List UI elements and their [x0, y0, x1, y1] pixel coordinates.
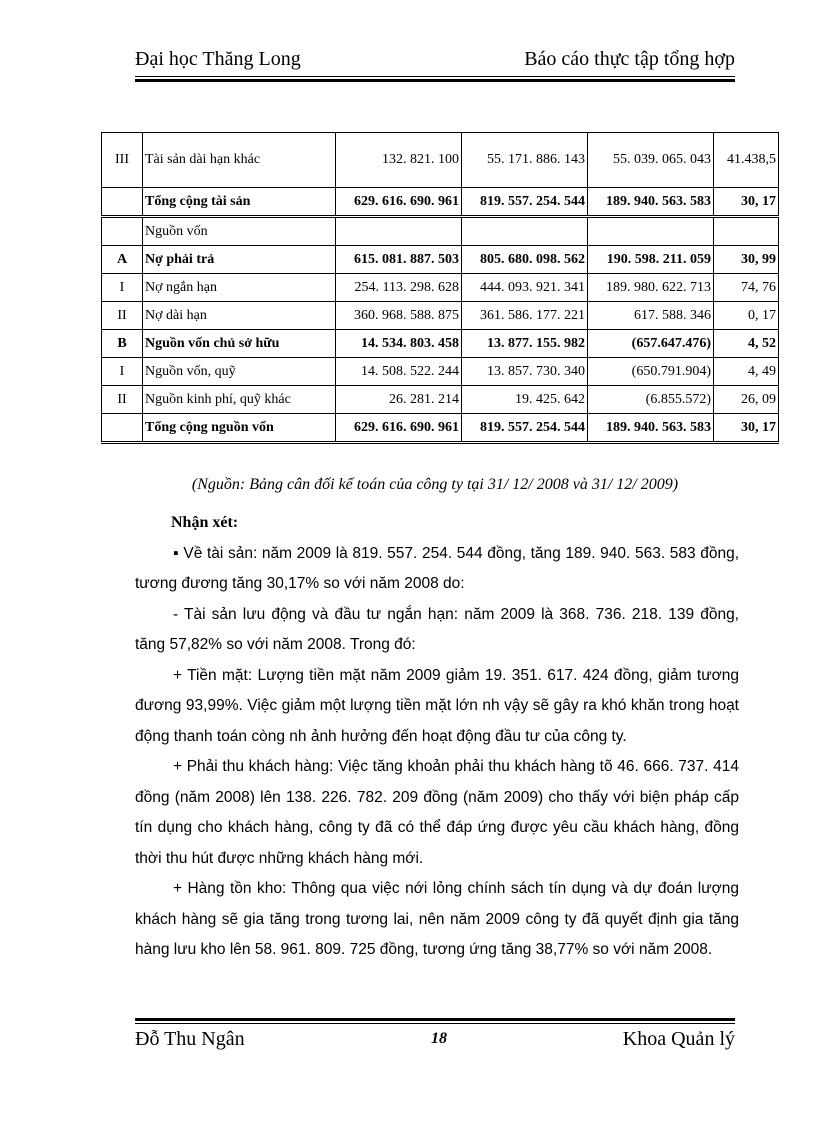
value-percent: 4, 49	[714, 358, 779, 386]
row-code: III	[102, 133, 143, 188]
value-2009: 19. 425. 642	[462, 386, 588, 414]
table-row	[102, 274, 779, 302]
value-2009: 819. 557. 254. 544	[462, 414, 588, 443]
value-2009: 444. 093. 921. 341	[462, 274, 588, 302]
value-2008: 14. 534. 803. 458	[336, 330, 462, 358]
value-percent: 74, 76	[714, 274, 779, 302]
value-2009: 13. 857. 730. 340	[462, 358, 588, 386]
table-row	[102, 188, 779, 217]
value-2008	[336, 217, 462, 246]
value-change: (6.855.572)	[588, 386, 714, 414]
value-2008: 615. 081. 887. 503	[336, 246, 462, 274]
value-change: 55. 039. 065. 043	[588, 133, 714, 188]
value-change: 190. 598. 211. 059	[588, 246, 714, 274]
value-2008: 629. 616. 690. 961	[336, 188, 462, 217]
row-code: I	[102, 358, 143, 386]
header-report-title: Báo cáo thực tập tổng hợp	[524, 48, 735, 70]
row-code: II	[102, 302, 143, 330]
table-row	[102, 330, 779, 358]
row-code: A	[102, 246, 143, 274]
value-change	[588, 217, 714, 246]
row-label: Nguồn vốn chủ sở hữu	[143, 330, 336, 358]
row-label: Nợ ngắn hạn	[143, 274, 336, 302]
value-2009: 13. 877. 155. 982	[462, 330, 588, 358]
table-row	[102, 217, 779, 246]
row-code: I	[102, 274, 143, 302]
value-percent: 30, 99	[714, 246, 779, 274]
value-2008: 132. 821. 100	[336, 133, 462, 188]
page-header	[135, 48, 735, 76]
table-row	[102, 358, 779, 386]
row-label: Nguồn vốn, quỹ	[143, 358, 336, 386]
value-2008: 14. 508. 522. 244	[336, 358, 462, 386]
commentary-heading: Nhận xét:	[171, 514, 239, 531]
value-percent: 4, 52	[714, 330, 779, 358]
balance-sheet-table	[101, 132, 779, 444]
table-row	[102, 414, 779, 443]
header-rule	[135, 76, 735, 82]
paragraph-current-assets: - Tài sản lưu động và đầu tư ngắn hạn: năm 2009 là 368. 736. 218. 139 đồng, tăng 57,82% so với năm 2008. Trong đó:	[135, 605, 739, 653]
row-label: Tổng cộng tài sản	[143, 188, 336, 217]
value-2009	[462, 217, 588, 246]
value-2009: 805. 680. 098. 562	[462, 246, 588, 274]
value-percent: 0, 17	[714, 302, 779, 330]
value-change: (650.791.904)	[588, 358, 714, 386]
row-label: Tài sản dài hạn khác	[143, 133, 336, 188]
footer-rule	[135, 1018, 735, 1024]
value-percent: 30, 17	[714, 414, 779, 443]
value-percent	[714, 217, 779, 246]
paragraph-assets: ▪ Về tài sản: năm 2009 là 819. 557. 254. 544 đồng, tăng 189. 940. 563. 583 đồng, tương đương tăng 30,17% so với năm 2008 do:	[135, 544, 739, 592]
footer-author: Đỗ Thu Ngân	[135, 1028, 245, 1050]
table-row	[102, 302, 779, 330]
value-change: 189. 940. 563. 583	[588, 414, 714, 443]
page-footer	[135, 1028, 735, 1054]
value-2009: 361. 586. 177. 221	[462, 302, 588, 330]
footer-faculty: Khoa Quản lý	[622, 1028, 735, 1050]
row-label: Nguồn kinh phí, quỹ khác	[143, 386, 336, 414]
row-code	[102, 217, 143, 246]
row-code: B	[102, 330, 143, 358]
value-change: 617. 588. 346	[588, 302, 714, 330]
value-change: 189. 980. 622. 713	[588, 274, 714, 302]
value-2008: 360. 968. 588. 875	[336, 302, 462, 330]
row-code	[102, 414, 143, 443]
row-label: Nguồn vốn	[143, 217, 336, 246]
row-code: II	[102, 386, 143, 414]
value-percent: 30, 17	[714, 188, 779, 217]
commentary	[135, 508, 739, 966]
paragraph-receivables: + Phải thu khách hàng: Việc tăng khoản phải thu khách hàng tõ 46. 666. 737. 414 đồng (năm 2008) lên 138. 226. 782. 209 đồng (năm 2009) cho thấy với biện pháp cấp tín dụng cho khách hàng, công ty đã có thể đáp ứng được yêu cầu khách hàng, đồng thời thu hút được những khách hàng mới.	[135, 758, 739, 867]
value-2008: 26. 281. 214	[336, 386, 462, 414]
value-change: 189. 940. 563. 583	[588, 188, 714, 217]
value-2008: 629. 616. 690. 961	[336, 414, 462, 443]
paragraph-inventory: + Hàng tồn kho: Thông qua việc nới lỏng chính sách tín dụng và dự đoán lượng khách hàng sẽ gia tăng trong tương lai, nên năm 2009 công ty đã quyết định gia tăng hàng lưu kho lên 58. 961. 809. 725 đồng, tương ứng tăng 38,77% so với năm 2008.	[135, 880, 739, 958]
row-label: Tổng cộng nguồn vốn	[143, 414, 336, 443]
value-2008: 254. 113. 298. 628	[336, 274, 462, 302]
table-row	[102, 386, 779, 414]
table-row	[102, 133, 779, 188]
value-percent: 41.438,5	[714, 133, 779, 188]
value-2009: 55. 171. 886. 143	[462, 133, 588, 188]
page-number: 18	[431, 1030, 447, 1047]
paragraph-cash: + Tiền mặt: Lượng tiền mặt năm 2009 giảm 19. 351. 617. 424 đồng, giảm tương đương 93,99%. Việc giảm một lượng tiền mặt lớn nh vậy sẽ gây ra khó khăn trong hoạt động thanh toán còng nh ảnh hưởng đến hoạt động đầu tư của công ty.	[135, 666, 739, 745]
row-label: Nợ dài hạn	[143, 302, 336, 330]
value-2009: 819. 557. 254. 544	[462, 188, 588, 217]
row-label: Nợ phải trả	[143, 246, 336, 274]
table-row	[102, 246, 779, 274]
header-university: Đại học Thăng Long	[135, 48, 301, 70]
value-percent: 26, 09	[714, 386, 779, 414]
value-change: (657.647.476)	[588, 330, 714, 358]
row-code	[102, 188, 143, 217]
table-source-note: (Nguồn: Bảng cân đối kế toán của công ty tại 31/ 12/ 2008 và 31/ 12/ 2009)	[191, 476, 679, 493]
